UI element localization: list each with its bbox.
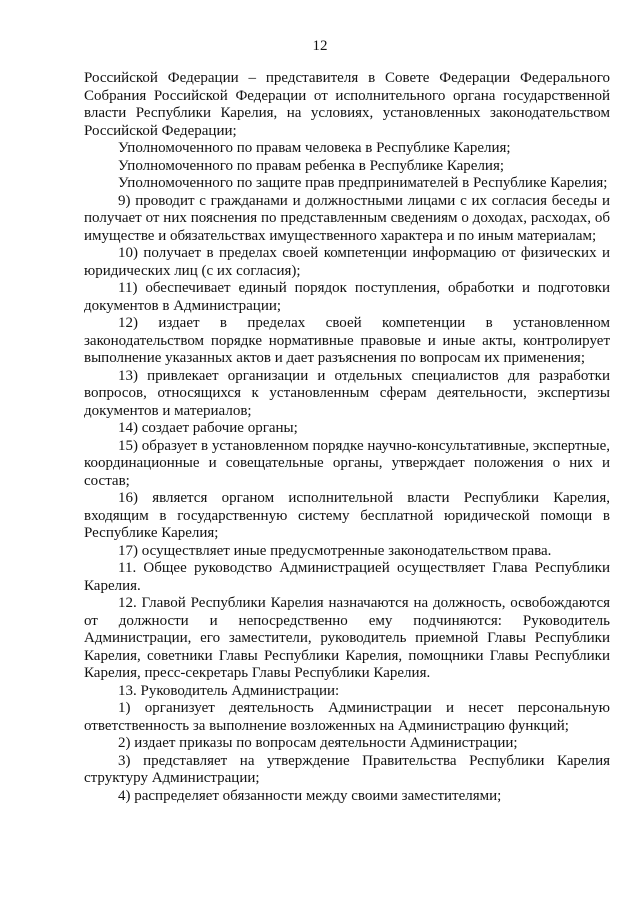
paragraph: 3) представляет на утверждение Правительства Республики Карелия структуру Администрации;: [84, 752, 610, 786]
paragraph: 10) получает в пределах своей компетенции информацию от физических и юридических лиц (с их согласия);: [84, 245, 610, 279]
paragraph: 1) организует деятельность Администрации и несет персональную ответственность за выполнение возложенных на Администрацию функций;: [84, 700, 610, 734]
paragraph: 12) издает в пределах своей компетенции в установленном законодательством порядке нормативные правовые и иные акты, контролирует выполнение указанных актов и дает разъяснения по вопросам их применения;: [84, 315, 610, 366]
paragraph: 9) проводит с гражданами и должностными лицами с их согласия беседы и получает от них пояснения по представленным сведениям о доходах, расходах, об имуществе и обязательствах имущественного характера и по иным материалам;: [84, 192, 610, 244]
paragraph: Уполномоченного по правам ребенка в Республике Карелия;: [118, 157, 505, 174]
body-text: [84, 70, 610, 805]
paragraph: 11. Общее руководство Администрацией осуществляет Глава Республики Карелия.: [84, 560, 610, 594]
paragraph: 13) привлекает организации и отдельных специалистов для разработки вопросов, относящихся к установленным сферам деятельности, экспертизы документов и материалов;: [84, 367, 610, 419]
paragraph: 12. Главой Республики Карелия назначаются на должность, освобождаются от должности и непосредственно ему подчиняются: Руководитель Администрации, его заместители, руководитель приемной Главы Республики Карелия, советники Главы Республики Карелия, помощники Главы Республики Карелия, пресс-секретарь Главы Республики Карелия.: [84, 595, 610, 681]
paragraph: 15) образует в установленном порядке научно-консультативные, экспертные, координационные и совещательные органы, утверждает положения о них и состав;: [84, 437, 610, 489]
paragraph: 16) является органом исполнительной власти Республики Карелия, входящим в государственную систему бесплатной юридической помощи в Республике Карелия;: [84, 490, 610, 541]
page-number: 12: [312, 38, 328, 54]
paragraph: 14) создает рабочие органы;: [118, 420, 298, 436]
paragraph: Российской Федерации – представителя в Совете Федерации Федерального Собрания Российской Федерации от исполнительного органа государственной власти Республики Карелия, на условиях, установленных законодательством Российской Федерации;: [84, 70, 610, 139]
paragraph: 2) издает приказы по вопросам деятельности Администрации;: [118, 735, 518, 751]
paragraph: Уполномоченного по защите прав предпринимателей в Республике Карелия;: [118, 175, 608, 191]
paragraph: 4) распределяет обязанности между своими заместителями;: [118, 787, 502, 804]
paragraph: 17) осуществляет иные предусмотренные законодательством права.: [118, 542, 552, 559]
paragraph: 13. Руководитель Администрации:: [118, 682, 340, 699]
paragraph: Уполномоченного по правам человека в Республике Карелия;: [118, 140, 511, 156]
paragraph: 11) обеспечивает единый порядок поступления, обработки и подготовки документов в Администрации;: [84, 280, 610, 314]
